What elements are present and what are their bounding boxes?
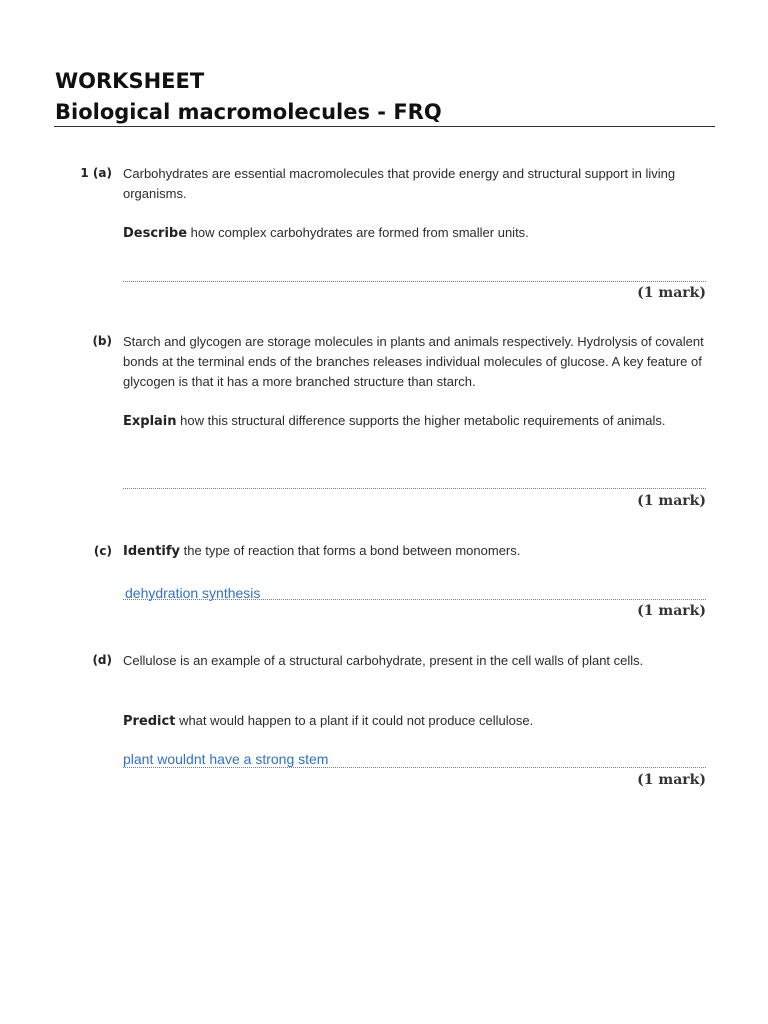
question-1c-instruction	[123, 541, 679, 562]
question-1c-prompt: the type of reaction that forms a bond between monomers.	[180, 543, 521, 558]
worksheet-subtitle: Biological macromolecules - FRQ	[55, 100, 442, 124]
answer-1d-text: plant wouldnt have a strong stem	[123, 751, 329, 767]
question-1d-prompt: what would happen to a plant if it could not produce cellulose.	[175, 713, 534, 728]
worksheet-title: WORKSHEET	[55, 69, 205, 93]
question-1a-prompt: how complex carbohydrates are formed from smaller units.	[187, 225, 529, 240]
question-1d-command: Predict	[123, 714, 176, 729]
header-divider	[54, 126, 715, 127]
answer-line-1b[interactable]	[123, 488, 706, 489]
question-1b-command: Explain	[123, 414, 177, 429]
marks-1b: (1 mark)	[637, 493, 706, 509]
question-number-1c: (c)	[93, 544, 112, 558]
marks-1d: (1 mark)	[637, 772, 706, 788]
question-1b-instruction	[123, 411, 679, 432]
question-1b-prompt: how this structural difference supports the higher metabolic requirements of animals.	[176, 413, 666, 428]
question-number-1a: 1 (a)	[80, 166, 112, 180]
marks-1c: (1 mark)	[637, 603, 706, 619]
question-1b-stem: Starch and glycogen are storage molecules in plants and animals respectively. Hydrolysis of covalent bonds at the terminal ends of the branches releases individual molecules of glucose. A key feature of glycogen is that it has a more branched structure than starch.	[123, 334, 704, 389]
question-1a-command: Describe	[123, 226, 188, 241]
question-1d-stem: Cellulose is an example of a structural carbohydrate, present in the cell walls of plant cells.	[123, 653, 644, 668]
question-1a-instruction	[123, 223, 679, 244]
question-1a-stem: Carbohydrates are essential macromolecules that provide energy and structural support in living organisms.	[123, 166, 676, 201]
question-1c-command: Identify	[123, 544, 181, 559]
question-number-1d: (d)	[92, 653, 112, 667]
worksheet-header	[55, 66, 714, 128]
answer-line-1c[interactable]	[123, 599, 706, 600]
question-number-1b: (b)	[92, 334, 112, 348]
answer-line-1d[interactable]	[123, 767, 706, 768]
question-1d-instruction	[123, 711, 679, 732]
answer-1c-text: dehydration synthesis	[125, 585, 261, 601]
answer-line-1a[interactable]	[123, 281, 706, 282]
marks-1a: (1 mark)	[637, 285, 706, 301]
